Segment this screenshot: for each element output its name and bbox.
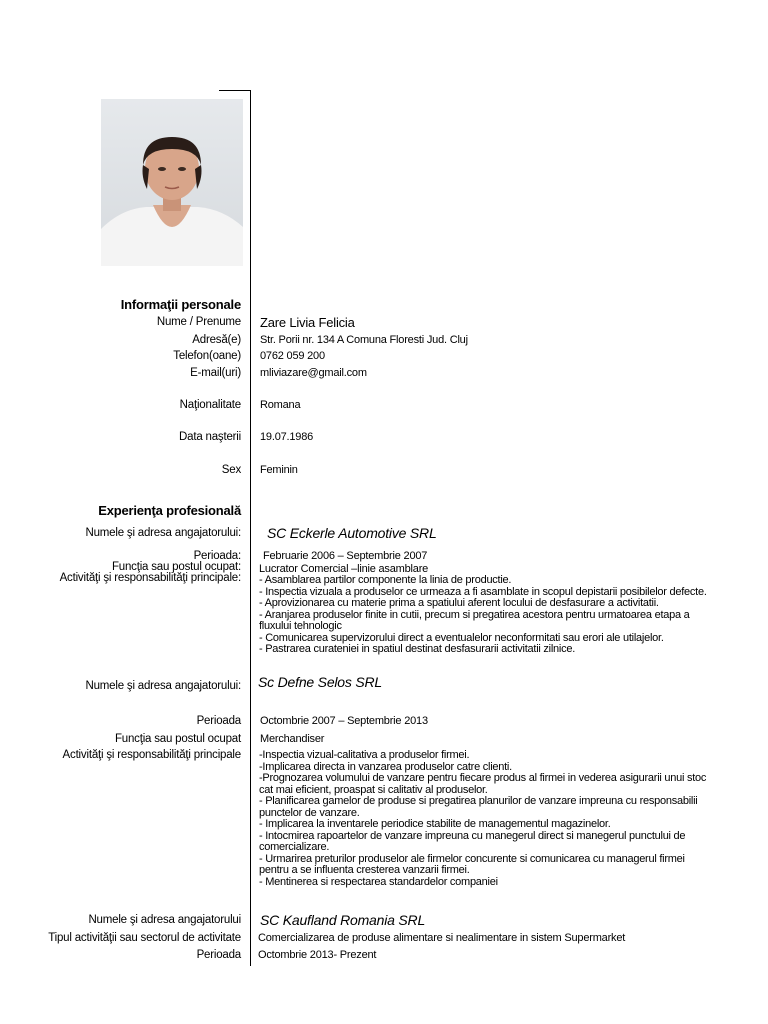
job1-activities-label: Activităţi şi responsabilităţi principale: [59, 572, 241, 584]
activity-line: -Implicarea directa in vanzarea produselor catre clienti. [259, 760, 512, 773]
birthdate-value: 19.07.1986 [260, 431, 314, 443]
sex-label: Sex [221, 464, 241, 476]
activity-line: - Implicarea la inventarele periodice stabilite de managementul magazinelor. [259, 818, 611, 830]
nationality-value: Romana [260, 399, 301, 411]
job2-activities-label: Activităţi şi responsabilităţi principale [62, 749, 241, 761]
birthdate-label: Data naşterii [179, 431, 241, 443]
name-value: Zare Livia Felicia [260, 315, 355, 330]
job2-period-label: Perioada [196, 715, 241, 727]
activity-line: - Urmarirea preturilor produselor ale firmelor concurente si comunicarea cu managerul firmei [259, 852, 685, 865]
job2-employer-label: Numele şi adresa angajatorului: [85, 680, 241, 692]
experience-heading: Experienţa profesională [98, 503, 241, 518]
activity-line: cat mai eficient, proaspat si calitativ al produselor. [259, 783, 488, 796]
job2-employer: Sc Defne Selos SRL [258, 674, 383, 690]
job3-sector: Comercializarea de produse alimentare si nealimentare in sistem Supermarket [258, 932, 626, 944]
job2-position: Merchandiser [260, 733, 325, 745]
profile-photo [101, 99, 243, 266]
activity-line: comercializare. [259, 841, 330, 853]
job2-position-label: Funcţia sau postul ocupat [114, 733, 241, 745]
activity-line: - Comunicarea supervizorului direct a eventualelor neconformitati sau erori ale utilajelor. [259, 631, 664, 644]
phone-label: Telefon(oane) [173, 350, 241, 362]
activity-line: -Inspectia vizual-calitativa a produselor firmei. [259, 749, 470, 761]
job1-period-label: Perioada: [193, 550, 241, 562]
job3-employer-label: Numele şi adresa angajatorului [88, 914, 241, 926]
job3-period: Octombrie 2013- Prezent [258, 949, 377, 961]
portrait-image [101, 99, 243, 266]
job2-activities [259, 750, 729, 888]
activity-line: - Aranjarea produselor finite in cutii, precum si pregatirea acestora pentru urmatoarea etapa a [259, 608, 690, 621]
name-label: Nume / Prenume [156, 316, 241, 328]
activity-line: - Asamblarea partilor componente la linia de productie. [259, 574, 512, 586]
job1-period: Februarie 2006 – Septembrie 2007 [263, 550, 428, 562]
job3-sector-label: Tipul activităţii sau sectorul de activitate [48, 932, 241, 944]
job3-employer: SC Kaufland Romania SRL [260, 912, 426, 928]
activity-line: - Intocmirea rapoartelor de vanzare impreuna cu manegerul direct si manegerul punctului de [259, 829, 686, 842]
job1-employer: SC Eckerle Automotive SRL [267, 525, 437, 541]
personal-info-heading: Informaţii personale [120, 297, 241, 312]
activity-line: punctelor de vanzare. [259, 806, 360, 819]
phone-value: 0762 059 200 [260, 350, 325, 362]
job2-period: Octombrie 2007 – Septembrie 2013 [260, 715, 428, 727]
activity-line: - Pastrarea curateniei in spatiul destinat desfasurarii activitatii zilnice. [259, 643, 576, 655]
activity-line: - Mentinerea si respectarea standardelor companiei [259, 875, 498, 888]
address-value: Str. Porii nr. 134 A Comuna Floresti Jud. Cluj [260, 334, 468, 346]
job3-period-label: Perioada [196, 949, 241, 961]
activity-line: - Planificarea gamelor de produse si pregatirea planurilor de vanzare impreuna cu responsabilii [259, 795, 698, 807]
nationality-label: Naţionalitate [179, 399, 241, 411]
activity-line: fluxului tehnologic [259, 620, 342, 632]
email-label: E-mail(uri) [190, 367, 241, 379]
activity-line: - Aprovizionarea cu materie prima a spatiului aferent locului de desfasurare a activitatii. [259, 597, 659, 609]
job1-position-label: Funcţia sau postul ocupat: [111, 561, 241, 573]
address-label: Adresă(e) [192, 334, 241, 346]
job1-activities [259, 575, 729, 656]
header-rule [219, 90, 251, 91]
activity-line: - Inspectia vizuala a produselor ce urmeaza a fi asamblate in scopul depistarii posibilelor defecte. [259, 585, 707, 598]
job1-position: Lucrator Comercial –linie asamblare [259, 563, 429, 575]
email-value: mliviazare@gmail.com [260, 367, 367, 379]
activity-line: pentru a se influenta cresterea vanzarii firmei. [259, 864, 470, 876]
activity-line: -Prognozarea volumului de vanzare pentru fiecare produs al firmei in vederea asigurarii unui stoc [259, 772, 707, 784]
sex-value: Feminin [260, 464, 298, 476]
job1-employer-label: Numele şi adresa angajatorului: [85, 527, 241, 539]
column-divider [250, 90, 251, 966]
